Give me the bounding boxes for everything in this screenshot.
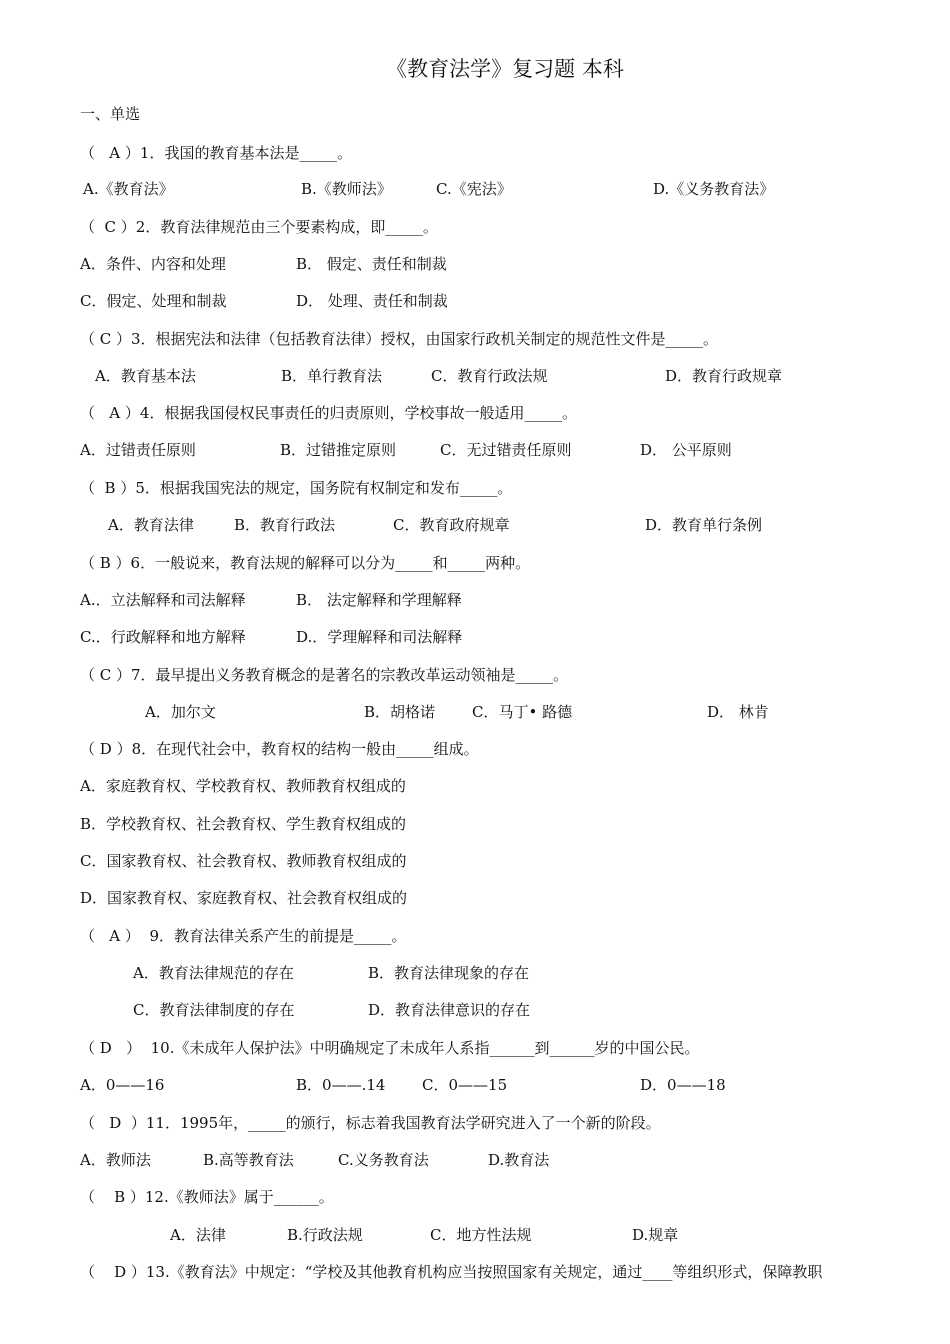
question-10-option-a: A．0——16 xyxy=(80,1076,165,1094)
section-heading: 一、单选 xyxy=(80,105,141,123)
question-8-option-c: C．国家教育权、社会教育权、教师教育权组成的 xyxy=(80,852,407,870)
page-title: 《教育法学》复习题 本科 xyxy=(386,57,624,81)
question-3-option-d: D．教育行政规章 xyxy=(665,367,783,385)
question-7-option-a: A．加尔文 xyxy=(145,703,216,721)
question-11-option-b: B.高等教育法 xyxy=(203,1151,294,1169)
question-10-option-b: B．0——.14 xyxy=(296,1076,386,1094)
question-3-option-b: B．单行教育法 xyxy=(281,367,383,385)
question-2-stem: （ C ）2．教育法律规范由三个要素构成，即_____。 xyxy=(80,218,438,236)
question-11-stem: （ D ）11．1995年，_____的颁行，标志着我国教育法学研究进入了一个新的阶段。 xyxy=(80,1114,661,1132)
question-8-option-b: B．学校教育权、社会教育权、学生教育权组成的 xyxy=(80,815,407,833)
question-12-option-a: A．法律 xyxy=(170,1226,226,1244)
question-6-option-d: D.．学理解释和司法解释 xyxy=(296,628,463,646)
question-7-option-b: B．胡格诺 xyxy=(364,703,436,721)
question-10-option-d: D．0——18 xyxy=(640,1076,726,1094)
question-8-option-d: D．国家教育权、家庭教育权、社会教育权组成的 xyxy=(80,889,408,907)
question-12-option-c: C．地方性法规 xyxy=(430,1226,532,1244)
question-5-option-b: B．教育行政法 xyxy=(234,516,336,534)
question-2-option-b: B． 假定、责任和制裁 xyxy=(296,255,447,273)
question-5-option-d: D．教育单行条例 xyxy=(645,516,763,534)
question-11-option-d: D.教育法 xyxy=(488,1151,550,1169)
question-10-option-c: C．0——15 xyxy=(422,1076,508,1094)
question-6-option-c: C.．行政解释和地方解释 xyxy=(80,628,246,646)
question-5-option-a: A．教育法律 xyxy=(108,516,194,534)
question-4-option-c: C．无过错责任原则 xyxy=(440,441,572,459)
question-9-option-b: B．教育法律现象的存在 xyxy=(368,964,530,982)
question-5-option-c: C．教育政府规章 xyxy=(393,516,510,534)
question-6-stem: （ B ）6．一般说来，教育法规的解释可以分为_____和_____两种。 xyxy=(80,554,531,572)
question-1-option-a: A.《教育法》 xyxy=(83,180,174,198)
question-7-option-c: C．马丁• 路德 xyxy=(472,703,573,721)
question-1-option-c: C.《宪法》 xyxy=(436,180,512,198)
question-1-option-d: D.《义务教育法》 xyxy=(653,180,775,198)
question-6-option-b: B． 法定解释和学理解释 xyxy=(296,591,462,609)
question-4-option-a: A．过错责任原则 xyxy=(80,441,196,459)
question-3-option-c: C．教育行政法规 xyxy=(431,367,548,385)
question-3-option-a: A．教育基本法 xyxy=(95,367,196,385)
question-1-stem: （ A ）1．我国的教育基本法是_____。 xyxy=(80,144,352,162)
question-12-stem: （ B ）12.《教师法》属于______。 xyxy=(80,1188,334,1206)
question-12-option-b: B.行政法规 xyxy=(287,1226,363,1244)
question-11-option-c: C.义务教育法 xyxy=(338,1151,429,1169)
question-11-option-a: A．教师法 xyxy=(80,1151,151,1169)
question-6-option-a: A.．立法解释和司法解释 xyxy=(80,591,246,609)
question-4-stem: （ A ）4．根据我国侵权民事责任的归责原则，学校事故一般适用_____。 xyxy=(80,404,577,422)
question-4-option-b: B．过错推定原则 xyxy=(280,441,397,459)
question-2-option-c: C．假定、处理和制裁 xyxy=(80,292,227,310)
question-10-stem: （ D ） 10.《未成年人保护法》中明确规定了未成年人系指______到______岁的中国公民。 xyxy=(80,1039,700,1057)
question-13-stem: （ D ）13.《教育法》中规定：“学校及其他教育机构应当按照国家有关规定，通过____等组织形式，保障教职 xyxy=(80,1263,823,1281)
question-7-option-d: D． 林肯 xyxy=(707,703,769,721)
question-2-option-d: D． 处理、责任和制裁 xyxy=(296,292,448,310)
question-9-option-a: A．教育法律规范的存在 xyxy=(133,964,294,982)
question-5-stem: （ B ）5．根据我国宪法的规定，国务院有权制定和发布_____。 xyxy=(80,479,513,497)
question-8-stem: （ D ）8．在现代社会中，教育权的结构一般由_____组成。 xyxy=(80,740,479,758)
question-4-option-d: D． 公平原则 xyxy=(640,441,732,459)
question-9-option-d: D．教育法律意识的存在 xyxy=(368,1001,531,1019)
question-12-option-d: D.规章 xyxy=(632,1226,679,1244)
question-3-stem: （ C ）3．根据宪法和法律（包括教育法律）授权，由国家行政机关制定的规范性文件是_____。 xyxy=(80,330,719,348)
question-2-option-a: A．条件、内容和处理 xyxy=(80,255,226,273)
question-8-option-a: A．家庭教育权、学校教育权、教师教育权组成的 xyxy=(80,777,406,795)
question-7-stem: （ C ）7．最早提出义务教育概念的是著名的宗教改革运动领袖是_____。 xyxy=(80,666,569,684)
question-1-option-b: B.《教师法》 xyxy=(301,180,392,198)
question-9-option-c: C．教育法律制度的存在 xyxy=(133,1001,295,1019)
question-9-stem: （ A ） 9．教育法律关系产生的前提是_____。 xyxy=(80,927,407,945)
